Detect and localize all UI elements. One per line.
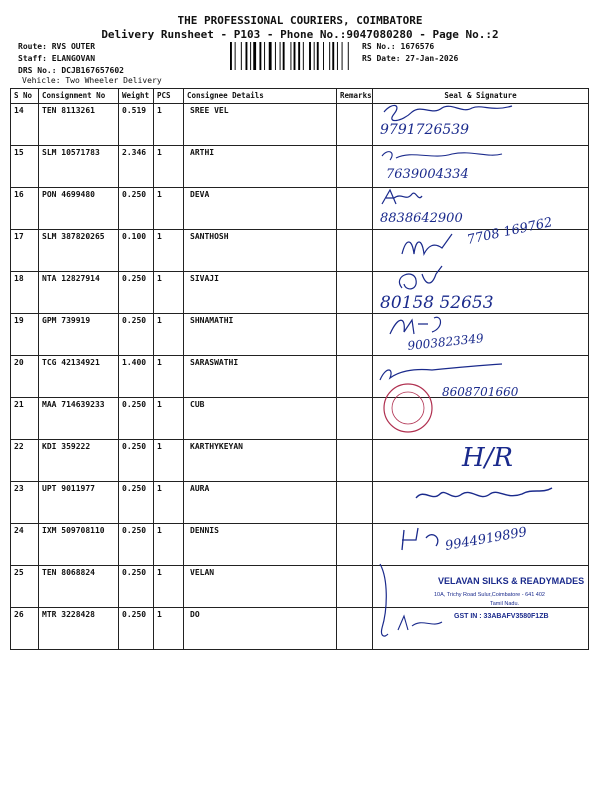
sno-cell: 24	[11, 524, 39, 566]
signature-20	[380, 364, 502, 380]
consignment-cell: GPM 739919	[39, 314, 119, 356]
remarks-cell	[337, 482, 373, 524]
consignment-cell: SLM 10571783	[39, 146, 119, 188]
consignment-cell: MAA 714639233	[39, 398, 119, 440]
weight-cell: 0.250	[119, 524, 154, 566]
vehicle-label: Vehicle: Two Wheeler Delivery	[22, 76, 162, 85]
remarks-cell	[337, 146, 373, 188]
signature-15	[382, 152, 502, 160]
consignee-cell: DO	[184, 608, 337, 650]
stamp-address: 10A, Trichy Road Sulur,Coimbatore - 641 402	[434, 592, 545, 598]
weight-cell: 0.250	[119, 314, 154, 356]
stamp-gstin: GST IN : 33ABAFV3580F1ZB	[454, 613, 549, 620]
remarks-cell	[337, 356, 373, 398]
remarks-cell	[337, 524, 373, 566]
weight-cell: 0.250	[119, 482, 154, 524]
route-label: Route: RVS OUTER	[18, 42, 96, 51]
round-seal	[384, 384, 432, 432]
rs-date: RS Date: 27-Jan-2026	[362, 54, 459, 63]
consignee-cell: SIVAJI	[184, 272, 337, 314]
sno-cell: 20	[11, 356, 39, 398]
remarks-cell	[337, 566, 373, 608]
consignment-cell: TEN 8068824	[39, 566, 119, 608]
weight-cell: 0.100	[119, 230, 154, 272]
stamp-name: VELAVAN SILKS & READYMADES	[438, 576, 585, 586]
col-seal: Seal & Signature	[373, 89, 589, 104]
phone-16: 8838642900	[380, 211, 463, 226]
pcs-cell: 1	[154, 482, 184, 524]
pcs-cell: 1	[154, 398, 184, 440]
consignee-cell: AURA	[184, 482, 337, 524]
sno-cell: 19	[11, 314, 39, 356]
staff-label: Staff: ELANGOVAN	[18, 54, 96, 63]
sno-cell: 15	[11, 146, 39, 188]
consignment-cell: NTA 12827914	[39, 272, 119, 314]
weight-cell: 0.250	[119, 398, 154, 440]
drs-label: DRS No.: DCJB167657602	[18, 66, 124, 75]
weight-cell: 0.250	[119, 272, 154, 314]
signature-18	[399, 266, 442, 289]
initials-22: H/R	[462, 443, 514, 473]
consignee-cell: KARTHYKEYAN	[184, 440, 337, 482]
signature-16	[382, 190, 422, 204]
sno-cell: 22	[11, 440, 39, 482]
remarks-cell	[337, 104, 373, 146]
weight-cell: 0.250	[119, 440, 154, 482]
col-consignee: Consignee Details	[184, 89, 337, 104]
signatures-layer	[372, 98, 592, 643]
pcs-cell: 1	[154, 188, 184, 230]
consignment-cell: IXM 509708110	[39, 524, 119, 566]
weight-cell: 0.250	[119, 188, 154, 230]
signature-23	[416, 488, 552, 498]
weight-cell: 2.346	[119, 146, 154, 188]
col-remarks: Remarks	[337, 89, 373, 104]
signature-17	[402, 234, 452, 254]
stamp-state: Tamil Nadu.	[490, 601, 520, 607]
sno-cell: 21	[11, 398, 39, 440]
col-weight: Weight	[119, 89, 154, 104]
consignment-cell: KDI 359222	[39, 440, 119, 482]
consignee-cell: DENNIS	[184, 524, 337, 566]
remarks-cell	[337, 230, 373, 272]
phone-17: 7708 169762	[465, 215, 554, 248]
consignee-cell: ARTHI	[184, 146, 337, 188]
bracket-mark	[380, 564, 388, 636]
pcs-cell: 1	[154, 230, 184, 272]
consignment-cell: SLM 387820265	[39, 230, 119, 272]
remarks-cell	[337, 398, 373, 440]
consignment-cell: UPT 9011977	[39, 482, 119, 524]
sno-cell: 26	[11, 608, 39, 650]
consignee-cell: VELAN	[184, 566, 337, 608]
consignee-cell: SHNAMATHI	[184, 314, 337, 356]
rs-number: RS No.: 1676576	[362, 42, 435, 51]
consignment-cell: PON 4699480	[39, 188, 119, 230]
signature-14	[384, 105, 512, 120]
signature-19	[390, 317, 441, 334]
phone-18: 80158 52653	[380, 293, 494, 313]
pcs-cell: 1	[154, 146, 184, 188]
remarks-cell	[337, 608, 373, 650]
runsheet-title: Delivery Runsheet - P103 - Phone No.:9047080280 - Page No.:2	[101, 28, 499, 41]
sno-cell: 16	[11, 188, 39, 230]
pcs-cell: 1	[154, 608, 184, 650]
company-title: THE PROFESSIONAL COURIERS, COIMBATORE	[177, 14, 423, 27]
sno-cell: 25	[11, 566, 39, 608]
weight-cell: 0.250	[119, 566, 154, 608]
consignee-cell: DEVA	[184, 188, 337, 230]
consignment-cell: MTR 3228428	[39, 608, 119, 650]
signature-24	[402, 528, 438, 550]
pcs-cell: 1	[154, 440, 184, 482]
consignee-cell: SANTHOSH	[184, 230, 337, 272]
weight-cell: 0.250	[119, 608, 154, 650]
phone-24: 9944919899	[444, 524, 529, 554]
col-pcs: PCS	[154, 89, 184, 104]
pcs-cell: 1	[154, 104, 184, 146]
pcs-cell: 1	[154, 272, 184, 314]
col-sno: S No	[11, 89, 39, 104]
pcs-cell: 1	[154, 314, 184, 356]
consignment-cell: TCG 42134921	[39, 356, 119, 398]
signature-26	[398, 616, 442, 630]
sno-cell: 23	[11, 482, 39, 524]
remarks-cell	[337, 272, 373, 314]
sno-cell: 18	[11, 272, 39, 314]
consignee-cell: SREE VEL	[184, 104, 337, 146]
remarks-cell	[337, 188, 373, 230]
pcs-cell: 1	[154, 524, 184, 566]
col-consignment: Consignment No	[39, 89, 119, 104]
weight-cell: 1.400	[119, 356, 154, 398]
consignee-cell: CUB	[184, 398, 337, 440]
sno-cell: 14	[11, 104, 39, 146]
round-seal-inner	[392, 392, 424, 424]
phone-14: 9791726539	[380, 122, 470, 138]
consignment-cell: TEN 8113261	[39, 104, 119, 146]
barcode	[230, 42, 358, 70]
pcs-cell: 1	[154, 566, 184, 608]
sno-cell: 17	[11, 230, 39, 272]
phone-20: 8608701660	[442, 385, 519, 399]
phone-15: 7639004334	[386, 167, 469, 182]
consignee-cell: SARASWATHI	[184, 356, 337, 398]
remarks-cell	[337, 440, 373, 482]
phone-19: 9003823349	[406, 331, 485, 353]
remarks-cell	[337, 314, 373, 356]
pcs-cell: 1	[154, 356, 184, 398]
weight-cell: 0.519	[119, 104, 154, 146]
